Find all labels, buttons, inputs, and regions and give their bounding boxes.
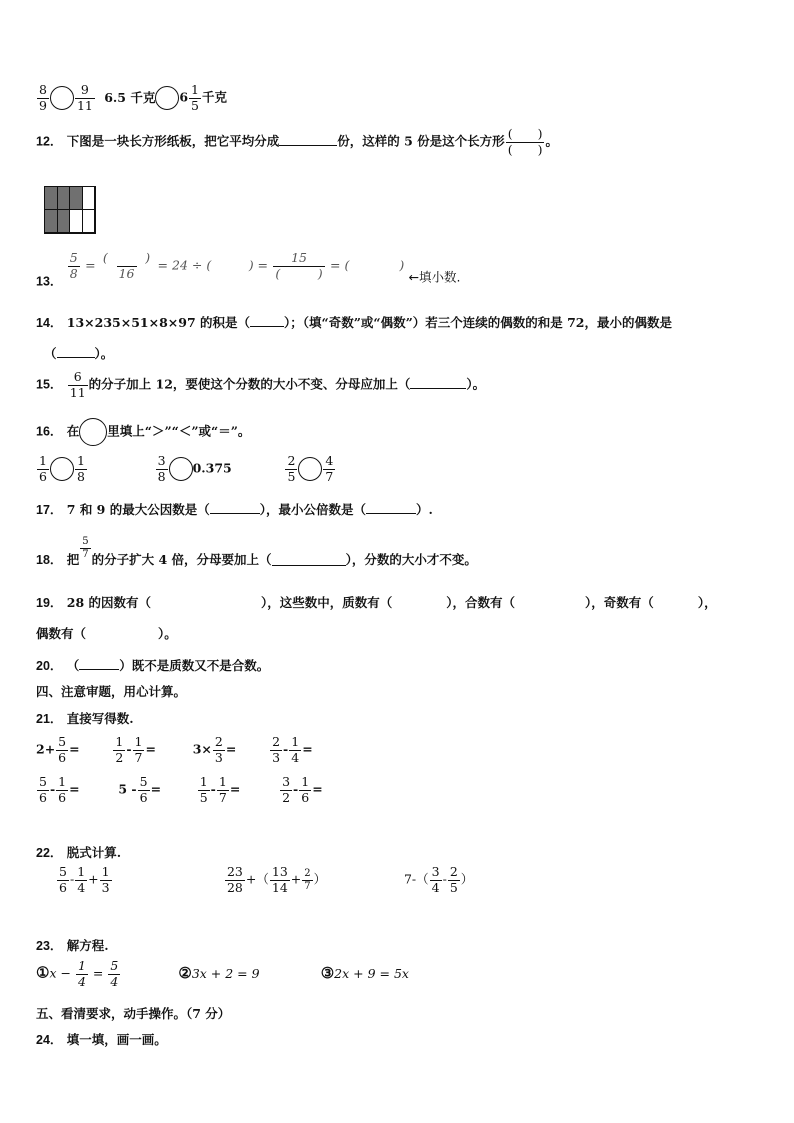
answer-blank[interactable] <box>79 669 119 670</box>
calc-item[interactable]: $\frac{3}{2}$ - $\frac{1}{6}$ = <box>282 774 323 805</box>
question-text: 的分子加上 12，要使这个分数的大小不变、分母应加上（ <box>88 376 411 392</box>
question-21 <box>36 709 134 727</box>
question-19 <box>36 593 717 611</box>
equation-1[interactable]: ①x − $\frac{1}{4}$ = $\frac{5}{4}$ <box>36 958 119 989</box>
equation-3[interactable]: ③2x + 9 = 5x <box>320 963 409 982</box>
grid-cell <box>83 210 96 233</box>
q22-expressions <box>56 866 473 894</box>
question-22 <box>36 843 121 861</box>
rectangle-grid <box>44 186 96 234</box>
unit-label: 千克 <box>201 89 227 105</box>
compare-circle[interactable] <box>50 86 74 110</box>
question-text: 的分子扩大 4 倍，分母要加上（ <box>91 552 272 567</box>
paren: ）。 <box>94 346 114 361</box>
question-number: 19． <box>36 596 63 610</box>
question-number: 14． <box>36 316 63 330</box>
answer-fraction[interactable]: $\frac{( )}{16}$ <box>102 250 151 281</box>
question-19-line2 <box>36 624 177 642</box>
decimal-value: 0.375 <box>192 460 232 476</box>
fraction: $\frac{4}{7}$ <box>325 453 334 484</box>
question-text: 填一填，画一画。 <box>66 1032 167 1047</box>
answer-blank[interactable] <box>210 513 260 514</box>
grid-cell <box>58 187 71 210</box>
question-text: 28 的因数有（ <box>66 595 152 610</box>
calc-item[interactable]: $\frac{2}{3}$ - $\frac{1}{4}$ = <box>272 734 313 765</box>
calc-item[interactable]: 5 - $\frac{5}{6}$ = <box>118 774 162 805</box>
question-14-line2 <box>44 344 113 362</box>
answer-blank[interactable] <box>279 145 337 146</box>
answer-decimal[interactable]: = ( ) <box>330 257 405 273</box>
answer-fraction[interactable]: $\frac{15}{( )}$ <box>275 250 323 281</box>
question-17 <box>36 500 433 518</box>
question-number: 13． <box>36 274 63 289</box>
calc-item[interactable]: $\frac{1}{5}$ - $\frac{1}{7}$ = <box>199 774 241 805</box>
fraction: $\frac{6}{11}$ <box>69 369 86 400</box>
fraction: $\frac{2}{5}$ <box>287 453 296 484</box>
mixed-int: 6 <box>179 89 189 105</box>
question-number: 23． <box>36 939 63 953</box>
expression-2[interactable]: $\frac{23}{28}$ +（ $\frac{13}{14}$ + $\frac{2}{7}$ ） <box>226 864 327 895</box>
answer-blank[interactable] <box>250 326 284 327</box>
equals-sign: = <box>85 257 96 273</box>
fraction: $\frac{1}{5}$ <box>191 82 199 113</box>
question-15 <box>36 371 485 399</box>
fraction: $\frac{3}{8}$ <box>157 453 166 484</box>
compare-circle[interactable] <box>50 457 74 481</box>
section-heading: 四、注意审题，用心计算。 <box>36 684 187 699</box>
answer-blank[interactable] <box>410 388 466 389</box>
calc-row-1 <box>36 736 341 764</box>
weight-value: 6.5 千克 <box>104 89 156 105</box>
fraction: $\frac{5}{7}$ <box>82 536 89 560</box>
answer-blank[interactable] <box>57 357 95 358</box>
question-24 <box>36 1030 167 1048</box>
calc-item[interactable]: $\frac{1}{2}$ - $\frac{1}{7}$ = <box>115 734 156 765</box>
grid-cell <box>58 210 71 233</box>
question-text: 下图是一块长方形纸板，把它平均分成 <box>66 133 280 149</box>
question-number: 22． <box>36 846 63 860</box>
paren: ）. <box>415 502 433 517</box>
compare-circle[interactable] <box>155 86 179 110</box>
paren: （ <box>66 658 80 673</box>
expression-3[interactable]: 7-（ $\frac{3}{4}$ - $\frac{2}{5}$ ） <box>403 864 474 895</box>
paren: （ <box>44 346 57 361</box>
fraction: $\frac{8}{9}$ <box>39 82 47 113</box>
sample-circle <box>79 418 107 446</box>
punctuation: 。 <box>545 133 558 149</box>
hint-text: ←填小数. <box>408 269 461 285</box>
question-text: 偶数有（ <box>36 626 87 641</box>
question-number: 24． <box>36 1033 63 1047</box>
question-text: 脱式计算. <box>66 845 122 860</box>
question-number: 17． <box>36 503 63 517</box>
question-18 <box>36 537 477 568</box>
grid-cell <box>70 187 83 210</box>
question-16-items <box>36 455 336 483</box>
fraction: $\frac{9}{11}$ <box>76 82 93 113</box>
answer-blank[interactable] <box>272 565 346 566</box>
question-23 <box>36 936 109 954</box>
question-14 <box>36 313 672 331</box>
fraction: $\frac{1}{8}$ <box>76 453 85 484</box>
question-number: 16． <box>36 424 63 439</box>
question-text: ）， <box>697 595 717 610</box>
question-text: 在 <box>66 423 80 439</box>
section-heading: 五、看清要求，动手操作。（7 分） <box>36 1006 231 1021</box>
question-text: 把 <box>66 552 80 567</box>
compare-circle[interactable] <box>169 457 193 481</box>
question-number: 12． <box>36 134 63 149</box>
question-number: 20． <box>36 659 63 673</box>
compare-circle[interactable] <box>298 457 322 481</box>
question-number: 21． <box>36 712 63 726</box>
grid-cell <box>83 187 96 210</box>
question-text: ）既不是质数又不是合数。 <box>119 658 270 673</box>
paren: ）。 <box>466 376 486 392</box>
question-text: 直接写得数. <box>66 711 134 726</box>
paren: ）。 <box>158 626 177 641</box>
grid-cell <box>45 187 58 210</box>
question-text: ），奇数有（ <box>585 595 654 610</box>
calc-row-2 <box>36 776 351 804</box>
fraction: $\frac{1}{6}$ <box>39 453 47 484</box>
question-number: 15． <box>36 377 63 392</box>
question-text: 13×235×51×8×97 的积是（ <box>66 315 250 330</box>
question-text: ），分数的大小才不变。 <box>345 552 477 567</box>
question-text: ），这些数中，质数有（ <box>261 595 393 610</box>
question-text: 解方程. <box>66 938 109 953</box>
question-number: 18． <box>36 553 63 567</box>
equation-2[interactable]: ②3x + 2 = 9 <box>178 963 260 982</box>
question-12 <box>36 128 558 156</box>
fraction: $\frac{5}{8}$ <box>69 250 78 281</box>
question-text: 份，这样的 5 份是这个长方形 <box>337 133 505 149</box>
grid-cell <box>70 210 83 233</box>
question-13 <box>36 252 461 290</box>
question-text: 7 和 9 的最大公因数是（ <box>66 502 210 517</box>
answer-expression[interactable]: = 24 ÷ ( ) = <box>157 257 269 273</box>
answer-blank[interactable] <box>366 513 416 514</box>
question-text: ），最小公倍数是（ <box>259 502 366 517</box>
question-text: ）；（填“奇数”或“偶数”）若三个连续的偶数的和是 72，最小的偶数是 <box>284 315 673 330</box>
answer-fraction[interactable]: $\frac{( )}{( )}$ <box>507 126 543 157</box>
question-20 <box>36 656 269 674</box>
calc-item[interactable]: 2+ $\frac{5}{6}$ = <box>36 734 80 765</box>
compare-row-top <box>36 84 227 112</box>
question-16 <box>36 418 250 446</box>
grid-cell <box>45 210 58 233</box>
calc-item[interactable]: 3× $\frac{2}{3}$ = <box>192 734 237 765</box>
q23-equations <box>36 960 409 988</box>
question-text: ），合数有（ <box>446 595 516 610</box>
expression-1[interactable]: $\frac{5}{6}$ - $\frac{1}{4}$ + $\frac{1}{3}$ <box>59 864 110 895</box>
calc-item[interactable]: $\frac{5}{6}$ - $\frac{1}{6}$ = <box>39 774 80 805</box>
question-text: 里填上“＞”“＜”或“＝”。 <box>107 423 251 439</box>
